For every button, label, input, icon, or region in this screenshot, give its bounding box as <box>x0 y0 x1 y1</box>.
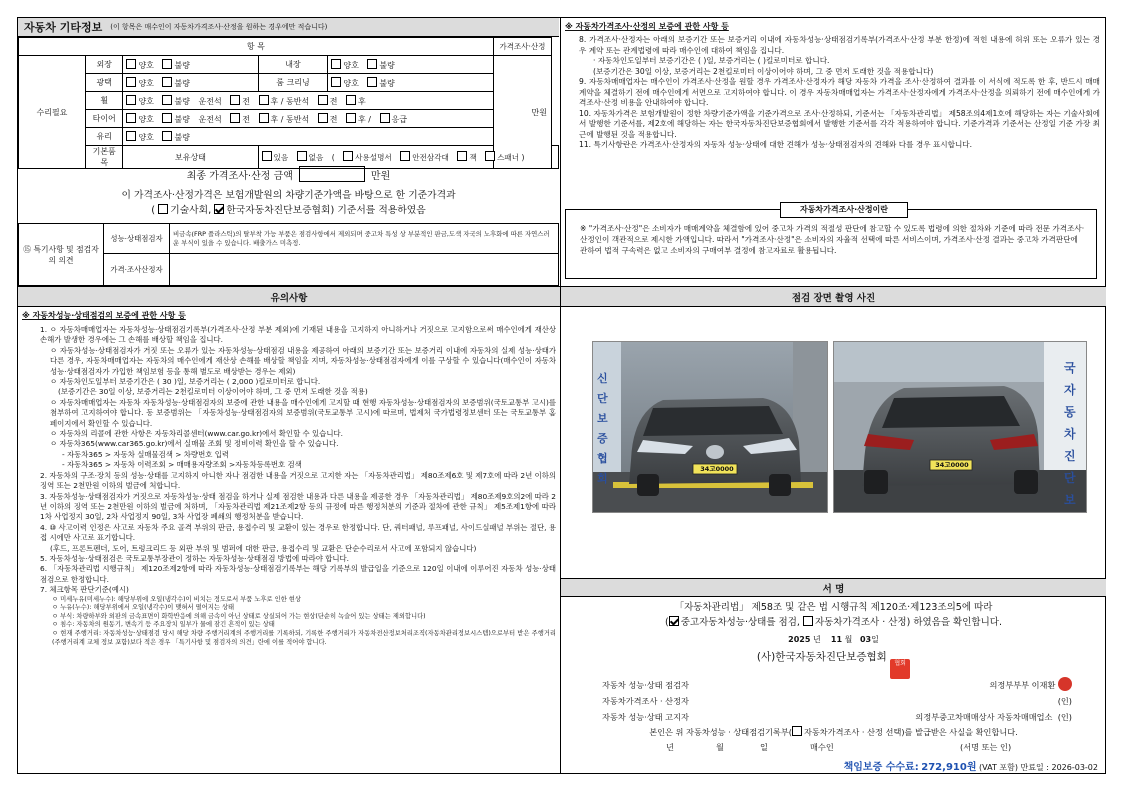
notice-heading: ※ 자동차성능·상태점검의 보증에 관한 사항 등 <box>22 311 186 320</box>
notice-title: 유의사항 <box>18 287 560 307</box>
tire-good-checkbox[interactable] <box>126 113 136 123</box>
final-price-label: 최종 가격조사·산정 금액 <box>186 170 293 182</box>
price-item-8b: (보증기간은 30일 이상, 보증거리는 2천킬로미터 이상이어야 하며, 그 중 먼저 도래한 것을 적용합니다) <box>593 66 934 76</box>
etc-info-note: (이 항목은 매수인이 자동차가격조사·산정을 원하는 경우에만 적습니다) <box>110 23 328 31</box>
svg-text:보: 보 <box>1064 493 1076 507</box>
tire-emergency-checkbox[interactable] <box>380 113 390 123</box>
svg-text:회: 회 <box>597 472 608 485</box>
sign-org: (사)한국자동차진단보증협회 <box>756 651 887 663</box>
etc-info-title: 자동차 기타정보 <box>24 21 103 34</box>
used-car-checkbox[interactable] <box>669 616 679 626</box>
sign-rows <box>602 677 1072 725</box>
sign-row-notifier: 자동차 성능·상태 고지자 의정부중고차매매상사 자동차매매업소 (인) <box>602 712 1072 722</box>
sign-date: 2025 년 11 월 03일 <box>788 635 879 644</box>
col-item: 항 목 <box>19 38 494 56</box>
row-gloss: 광택 <box>85 74 123 92</box>
room-cleaning-options: 양호 불량 <box>328 74 493 92</box>
gloss-options: 양호 불량 <box>123 74 258 92</box>
gloss-bad-checkbox[interactable] <box>162 77 172 87</box>
price-check-checkbox[interactable] <box>803 616 813 626</box>
room-bad-checkbox[interactable] <box>367 77 377 87</box>
fee-vat: (VAT 포함) <box>979 763 1018 772</box>
possession-have-checkbox[interactable] <box>262 151 272 161</box>
notice-1c: ㅇ 자동차인도일부터 보증기간은 ( 30 )일, 보증거리는 ( 2,000 )킬로미터로 합니다. <box>50 377 321 387</box>
price-warranty-section <box>565 21 1100 151</box>
exterior-options: 양호 불량 <box>123 56 258 74</box>
svg-text:차: 차 <box>1064 427 1076 441</box>
final-price-unit: 만원 <box>370 170 391 182</box>
sign-org-line <box>561 650 1106 679</box>
svg-text:협: 협 <box>597 452 608 465</box>
basis-kaida-checkbox[interactable] <box>214 204 224 214</box>
notice-6: 6. 「자동차관리법 시행규칙」 제120조제2항에 따라 자동차성능·상태점검기록부는 해당 기록부의 발급일을 기준으로 120일 이내에 이루어진 자동차 성능·상태점검으로 한정합니다. <box>40 564 556 584</box>
triangle-checkbox[interactable] <box>400 151 410 161</box>
wheel-pass-rear-checkbox[interactable] <box>346 95 356 105</box>
sign-buyer-row: 년 월 일 매수인 (서명 또는 인) <box>666 742 1012 752</box>
row-interior: 내장 <box>258 56 328 74</box>
gloss-good-checkbox[interactable] <box>126 77 136 87</box>
svg-text:동: 동 <box>1064 405 1076 419</box>
notice-4: 4. ⑩ 사고이력 인정은 사고로 자동차 주요 골격 부위의 판금, 용접수리 및 교환이 있는 경우로 한정합니다. 단, 쿼터패널, 루프패널, 사이드실패널 부위는 절단, 용접 시에만 사고로 표기합니다. <box>40 522 556 543</box>
spanner-checkbox[interactable] <box>485 151 495 161</box>
notice-3: 3. 자동차성능·상태점검자가 거짓으로 자동차성능·상태 점검을 하거나 실제 점검한 내용과 다른 내용을 제공한 경우 「자동차관리법」 제80조제9호의2에 따라 2년 이하의 징역 또는 2천만원 이하의 벌금에 처하며, 「자동차관리법 제21조제2항 등의 규정에 따른 행정처분의 기준과 절차에 관한 규칙」 제5조제1항에 따라 1차 사업정지 30일, 2차 사업정지 90일, 3차 사업장 폐쇄의 행정처분을 받습니다. <box>40 491 556 522</box>
interior-bad-checkbox[interactable] <box>367 59 377 69</box>
glass-bad-checkbox[interactable] <box>162 131 172 141</box>
appraiser-text[interactable] <box>170 254 559 286</box>
notice-1f: ㅇ 자동차의 리콜에 관한 사항은 자동차리콜센터(www.car.go.kr)에서 확인할 수 있습니다. <box>50 429 343 439</box>
svg-text:단: 단 <box>1064 471 1076 485</box>
notice-7: 7. 체크항목 판단기준(예시) <box>40 585 129 595</box>
price-item-11: 11. 특기사항란은 가격조사·산정자의 자동차 성능·상태에 대한 견해가 성능·상태점검자의 견해와 다를 경우 표시합니다. <box>579 140 973 149</box>
svg-text:신: 신 <box>597 372 608 385</box>
basis-line-2: ( 기술사회, 한국자동차진단보증협회) 기준서를 적용하였음 <box>151 205 426 216</box>
row-wheel: 휠 <box>85 92 123 110</box>
inspector-label: 성능·상태점검자 <box>104 224 170 254</box>
sign-law-line: 「자동차관리법」 제58조 및 같은 법 시행규칙 제120조·제123조의5에 따라 <box>674 602 993 613</box>
sign-receipt: 본인은 위 자동차성능 · 상태점검기록부( 자동차가격조사 · 산정 선택)를 발급받은 사실을 확인합니다. <box>649 727 1018 737</box>
wheel-driver-rear-checkbox[interactable] <box>259 95 269 105</box>
wheel-driver-front-checkbox[interactable] <box>230 95 240 105</box>
tire-bad-checkbox[interactable] <box>162 113 172 123</box>
wheel-options: 양호 불량 운전석 전 후 / 동반석 전 후 <box>123 92 493 110</box>
rear-plate: 34고0000 <box>935 461 969 469</box>
sign-body <box>561 600 1106 679</box>
basis-tech-checkbox[interactable] <box>158 204 168 214</box>
final-price-input[interactable] <box>299 166 365 182</box>
sign-row-appraiser: 자동차가격조사 · 산정자 (인) <box>602 696 1072 706</box>
tire-driver-front-checkbox[interactable] <box>230 113 240 123</box>
inspector-seal-icon <box>1058 677 1072 691</box>
svg-text:진: 진 <box>1064 449 1076 463</box>
criteria-5: ㅇ 현재 주행거리: 자동차성능·상태점검 당시 해당 차량 주행거리계의 주행거리를 기록하되, 기록한 주행거리가 자동차전산정보처리조직(자동차관리정보시스템)으로부터 받은 주행거리(주행거리계 교체 정보 포함)보다 적은 경우 「특기사항 및 점검자의 의견」란에 이를 적어야 합니다. <box>52 629 556 646</box>
glass-good-checkbox[interactable] <box>126 131 136 141</box>
criteria-1: ㅇ 미세누유(미세누수): 해당부위에 오일(냉각수)이 비치는 정도로서 부품 노후로 인한 현상 <box>52 595 301 603</box>
wheel-good-checkbox[interactable] <box>126 95 136 105</box>
price-definition-text: ※ "가격조사·산정"은 소비자가 매매계약을 체결함에 있어 중고차 가격의 적절성 판단에 참고할 수 있도록 법령에 의한 절차와 기준에 따라 전문 가격조사·산정인이 객관적으로 제시한 가액입니다. 따라서 "가격조사·산정"은 소비자의 자율적 선택에 따른 서비스이며, 가격조사·산정 결과는 중고차 가격판단에 관하여 법적 구속력은 없고 소비자의 구매여부 결정에 참고자료로 활용됩니다. <box>580 224 1085 255</box>
interior-options: 양호 불량 <box>328 56 493 74</box>
price-definition-box <box>565 205 1097 279</box>
basic-label: 기본품목 <box>85 146 123 169</box>
price-item-9: 9. 자동차매매업자는 매수인이 가격조사·산정을 원할 경우 가격조사·산정자가 해당 자동차 가격을 조사·산정하여 결과를 이 서식에 적도록 한 후, 반드시 매매계약을 체결하기 전에 매수인에게 서면으로 고지하여야 합니다. 이 경우 자동차매매업자는 가격조사·산정자에게 가격조사·산정을 의뢰하기 전에 매수인에게 가격조사·산정 비용을 안내하여야 합니다. <box>579 77 1100 107</box>
front-plate: 34고0000 <box>700 465 734 473</box>
buyer-label: 매수인 <box>810 742 834 752</box>
tire-pass-front-checkbox[interactable] <box>318 113 328 123</box>
interior-good-checkbox[interactable] <box>331 59 341 69</box>
front-photo-image <box>593 342 828 513</box>
basis-text <box>18 188 559 218</box>
photo-title: 점검 장면 촬영 사진 <box>561 287 1106 307</box>
notice-1h: - 자동차365 > 자동차 실매물검색 > 차량번호 입력 <box>62 449 229 459</box>
price-item-8a: · 자동차인도일부터 보증기간은 ( )일, 보증거리는 ( )킬로미터로 합니다. <box>593 56 830 65</box>
notice-section <box>22 310 556 647</box>
front-photo <box>592 341 828 513</box>
glass-options: 양호 불량 <box>123 128 493 146</box>
fee-row <box>780 758 1098 773</box>
room-good-checkbox[interactable] <box>331 77 341 87</box>
price-item-10: 10. 자동차가격은 보험개발원이 정한 차량기준가액을 기준가격으로 조사·산정하되, 기준서는 「자동차관리법」 제58조의4제1호에 해당하는 자는 기술사회에서 발행한 기준서를, 제2호에 해당하는 자는 한국자동차진단보증협회에서 발행한 기준서를 각각 적용하여야 합니다. 기준가격과 기준서는 산정일 기준 가장 최근에 발행된 것을 적용합니다. <box>579 108 1100 139</box>
row-exterior: 외장 <box>85 56 123 74</box>
jack-checkbox[interactable] <box>457 151 467 161</box>
row-possession: 보유상태 <box>123 146 258 169</box>
notice-1b: ㅇ 자동차성능·상태점검자가 거짓 또는 오류가 있는 자동차성능·상태점검 내용을 제공하여 아래의 보증기간 또는 보증거리 이내에 자동차의 실제 성능·상태가 다른 경우, 자동차매매업자는 자동차의 매수인에게 재산상 손해를 배상할 책임을 지며, 자동차성능·상태점검자에게 이를 구상할 수 있습니다(매수인이 자동차성능·상태점검자가 가입한 책임보험 등을 통해 별도로 배상받는 경우는 제외) <box>50 345 556 376</box>
row-glass: 유리 <box>85 128 123 146</box>
svg-text:국: 국 <box>1064 361 1076 375</box>
rear-photo-image <box>834 342 1087 513</box>
tire-pass-rear-checkbox[interactable] <box>346 113 356 123</box>
notice-1g: ㅇ 자동차365(www.car365.go.kr)에서 실매물 조회 및 정비이력 확인을 할 수 있습니다. <box>50 439 339 449</box>
final-price-row <box>18 163 559 185</box>
notice-1d: (보증기간은 30일 이상, 보증거리는 2천킬로미터 이상이어야 하며, 그 중 먼저 도래한 것을 적용) <box>58 387 368 397</box>
sign-row-inspector: 자동차 성능·상태 점검자 의정부부부 이재환 <box>602 677 1072 693</box>
notice-5: 5. 자동차성능·상태점검은 국토교통부장관이 정하는 자동차성능·상태점검 방법에 따라야 합니다. <box>40 553 349 563</box>
tire-options: 양호 불량 운전석 전 후 / 동반석 전 후 / 응급 <box>123 110 493 128</box>
org-seal: 협회 <box>890 659 910 679</box>
possession-none-checkbox[interactable] <box>297 151 307 161</box>
repair-label: 수리필요 <box>19 56 86 169</box>
repair-price-unit: 만원 <box>493 56 551 169</box>
sign-title: 서 명 <box>561 579 1106 597</box>
notice-1i: - 자동차365 > 자동차 이력조회 > 매매용자량조회 >자동차등록번호 검색 <box>62 460 302 470</box>
basis-line-1: 이 가격조사·산정가격은 보험개발원의 차량기준가액을 바탕으로 한 기준가격과 <box>121 190 456 201</box>
fee-value: 272,910원 <box>921 762 977 773</box>
etc-info-table <box>18 37 559 169</box>
exterior-good-checkbox[interactable] <box>126 59 136 69</box>
notice-1: 1. ㅇ 자동차매매업자는 자동차성능·상태점검기록부(가격조사·산정 부분 제외)에 기재된 내용을 고지하지 아니하거나 거짓으로 고지함으로써 매수인에게 재산상 손해가 발생한 경우에는 그 손해를 배상할 책임을 집니다. <box>40 325 556 345</box>
svg-text:자: 자 <box>1064 383 1076 397</box>
notice-2: 2. 자동차의 구조·장치 등의 성능·상태를 고지하지 아니한 자나 점검한 내용을 거짓으로 고지한 자는 「자동차관리법」 제80조제6호 및 제7호에 따라 2년 이하의 징역 또는 2천만원 이하의 벌금에 처합니다. <box>40 470 556 491</box>
special-notes-table <box>18 223 559 286</box>
sign-check-line: ( 중고자동차성능·상태를 점검, 자동차가격조사 · 산정) 하였음을 확인합니다. <box>665 617 1002 628</box>
criteria-4: ㅇ 침수: 자동차의 원동기, 변속기 등 주요장치 일부가 물에 잠긴 흔적이 있는 상태 <box>52 621 275 629</box>
tire-driver-rear-checkbox[interactable] <box>259 113 269 123</box>
wheel-bad-checkbox[interactable] <box>162 95 172 105</box>
possession-options: 있음 없음 ( 사용설명서 안전삼각대 잭 스패너 ) <box>258 146 551 169</box>
etc-info-header <box>18 18 559 37</box>
exterior-bad-checkbox[interactable] <box>162 59 172 69</box>
inspector-text: 비금속(FRP 플라스틱)의 탈부착 가능 부품은 점검사항에서 제외되며 중고차 특성 상 부분적인 판금,도색 자국의 노후화에 따른 자연스러운 부식이 있을 수 있습니다. 배출가스 미측정. <box>170 224 559 254</box>
expiry-date: 만료일 : 2026-03-02 <box>1020 763 1098 772</box>
buyer-sign: (서명 또는 인) <box>960 742 1012 752</box>
manual-checkbox[interactable] <box>343 151 353 161</box>
price-warranty-heading: ※ 자동차가격조사·산정의 보증에 관한 사항 등 <box>565 22 729 31</box>
fee-label: 책임보증 수수료: <box>843 762 919 773</box>
svg-text:보: 보 <box>597 412 608 425</box>
svg-text:증: 증 <box>597 432 608 445</box>
col-price: 가격조사·산정 <box>493 38 551 56</box>
rear-photo <box>833 341 1087 513</box>
svg-text:단: 단 <box>597 392 608 405</box>
special-label: ⑮ 특기사항 및 점검자의 의견 <box>19 224 104 286</box>
criteria-2: ㅇ 누유(누수): 해당부위에서 오일(냉각수)이 맺혀서 떨어지는 상태 <box>52 604 235 612</box>
price-definition-title: 자동차가격조사·산정이란 <box>780 202 908 218</box>
appraiser-label: 가격·조사산정자 <box>104 254 170 286</box>
wheel-pass-front-checkbox[interactable] <box>318 95 328 105</box>
receipt-price-checkbox[interactable] <box>792 726 802 736</box>
row-room-cleaning: 룸 크리닝 <box>258 74 328 92</box>
criteria-3: ㅇ 부식: 차량하부와 외판의 금속표면이 화학반응에 의해 금속이 아닌 상태로 상실되어 가는 현상(단순히 녹슬어 있는 상태는 제외합니다) <box>52 612 426 620</box>
price-item-8: 8. 가격조사·산정자는 아래의 보증기간 또는 보증거리 이내에 자동차성능·상태점검기록부(가격조사·산정 부분 한정)에 적힌 내용에 허위 또는 오류가 있는 경우 계약 또는 관계법령에 따라 매수인에 대하여 책임을 집니다. <box>579 35 1100 55</box>
notice-1e: ㅇ 자동차매매업자는 자동차 자동차성능·상태점검자의 보증에 관한 내용을 매수인에게 고지할 때 현행 자동차성능·상태점검자의 보증범위(국토교통부 고시)를 첨부하여 고지하여야 합니다. 동 보증범위는 「자동차성능·상태점검자의 보증범위(국토교통부 고시)에 따르며, 법제처 국가법령정보센터 또는 국토교통부 홈페이지에서 확인할 수 있습니다. <box>50 397 556 428</box>
row-tire: 타이어 <box>85 110 123 128</box>
notice-4b: (후드, 프론트펜더, 도어, 트렁크리드 등 외판 부위 및 범퍼에 대한 판금, 용접수리 및 교환은 단순수리로서 사고에 포함되지 않습니다) <box>50 543 477 553</box>
